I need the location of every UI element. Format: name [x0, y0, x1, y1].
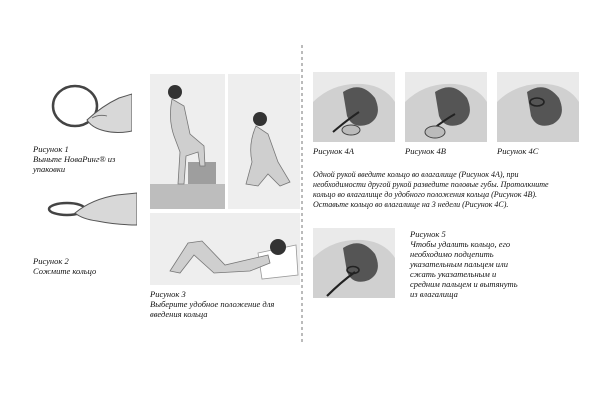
figure-3-standing-photo — [150, 74, 225, 209]
figure-5-title: Рисунок 5 — [410, 229, 446, 239]
figure-5-caption: Рисунок 5 Чтобы удалить кольцо, его необходимо подцепить указательным пальцем или сжать указательным и средним пальцем и вытянуть из влагалища — [410, 229, 518, 299]
figure-4a-diagram — [313, 72, 395, 142]
figure-3-squatting-photo — [228, 74, 300, 209]
figure-4a-title: Рисунок 4А — [313, 146, 354, 156]
figure-4c-title: Рисунок 4С — [497, 146, 539, 156]
figure-3-caption: Рисунок 3 Выберите удобное положение для введения кольца — [150, 289, 275, 319]
figure-3-lying-photo — [150, 213, 300, 285]
figure-1-illustration — [37, 76, 132, 146]
insertion-instructions: Одной рукой введите кольцо во влагалище (Рисунок 4А), при необходимости другой рукой разведите половые губы. Протолкните кольцо во влагалище до удобного положения кольца (Рисунок 4В). Оставьте кольцо во влагалище на 3 недели (Рисунок 4С). — [313, 170, 549, 209]
figure-2-title: Рисунок 2 — [33, 256, 69, 266]
figure-2-caption: Рисунок 2 Сожмите кольцо — [33, 256, 97, 276]
figure-1-caption: Рисунок 1 Выньте НоваРинг® из упаковки — [33, 144, 116, 174]
figure-4b-title: Рисунок 4В — [405, 146, 446, 156]
figure-4c-diagram — [497, 72, 579, 142]
book-spine-divider — [301, 45, 303, 345]
figure-4b-diagram — [405, 72, 487, 142]
figure-2-illustration — [37, 185, 137, 230]
figure-3-title: Рисунок 3 — [150, 289, 186, 299]
figure-5-diagram — [313, 228, 395, 298]
figure-1-title: Рисунок 1 — [33, 144, 69, 154]
